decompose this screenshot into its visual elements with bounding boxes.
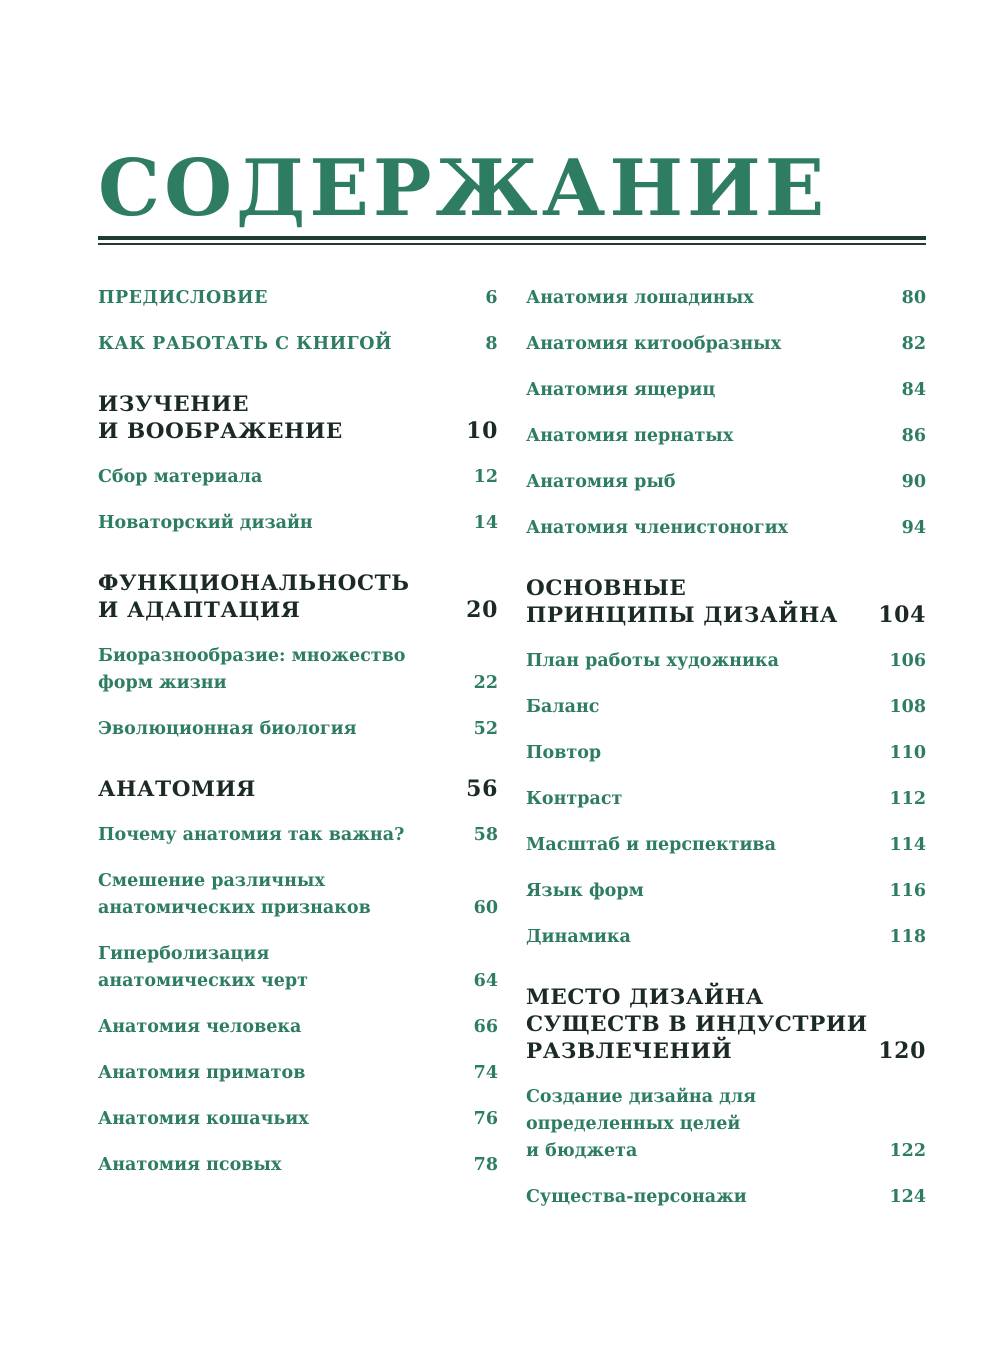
- toc-entry-label: Масштаб и перспектива: [526, 835, 776, 855]
- toc-entry-label: Анатомия кошачьих: [98, 1109, 309, 1129]
- toc-entry-label: Анатомия членистоногих: [526, 518, 788, 538]
- toc-page-number: 104: [878, 602, 926, 628]
- toc-page-number: 108: [889, 697, 926, 717]
- toc-page-number: 110: [889, 743, 926, 763]
- toc-page-number: 116: [889, 881, 926, 901]
- toc-page-number: 94: [901, 518, 926, 538]
- toc-entry: [526, 1184, 926, 1211]
- toc-page-number: 124: [889, 1187, 926, 1207]
- toc-entry-label: ПРЕДИСЛОВИЕ: [98, 288, 268, 308]
- toc-entry-label: Новаторский дизайн: [98, 513, 313, 533]
- toc-entry-label: Анатомия китообразных: [526, 334, 782, 354]
- toc-entry-label: Почему анатомия так важна?: [98, 825, 405, 845]
- toc-page-number: 74: [473, 1063, 498, 1083]
- toc-page-number: 64: [473, 971, 498, 991]
- toc-entry: [526, 515, 926, 542]
- toc-page-number: 6: [485, 288, 498, 308]
- toc-entry: [526, 285, 926, 312]
- toc-entry: [526, 331, 926, 358]
- toc-page-number: 66: [473, 1017, 498, 1037]
- toc-entry: [526, 786, 926, 813]
- toc-entry: [526, 740, 926, 767]
- toc-entry-label: ФУНКЦИОНАЛЬНОСТЬ И АДАПТАЦИЯ: [98, 571, 410, 623]
- toc-entry: [526, 694, 926, 721]
- toc-entry-label: Язык форм: [526, 881, 644, 901]
- toc-page-number: 78: [473, 1155, 498, 1175]
- toc-page-number: 84: [901, 380, 926, 400]
- toc-page-number: 10: [466, 418, 498, 444]
- toc-entry-label: Сбор материала: [98, 467, 263, 487]
- toc-entry: [98, 643, 498, 697]
- toc-entry-label: Смешение различных анатомических признаков: [98, 871, 371, 918]
- toc-page-number: 112: [889, 789, 926, 809]
- toc-entry-label: Анатомия ящериц: [526, 380, 716, 400]
- toc-entry: [526, 832, 926, 859]
- toc-entry: [98, 1152, 498, 1179]
- toc-entry: [98, 464, 498, 491]
- toc-page-number: 20: [466, 597, 498, 623]
- toc-page-number: 60: [473, 898, 498, 918]
- toc-entry: [526, 423, 926, 450]
- toc-entry: [98, 716, 498, 743]
- toc-entry-label: Анатомия лошадиных: [526, 288, 754, 308]
- toc-page-number: 22: [473, 673, 498, 693]
- toc-entry: [526, 1084, 926, 1165]
- toc-entry-label: Существа-персонажи: [526, 1187, 747, 1207]
- toc-right-column: [526, 285, 926, 1230]
- toc-page-number: 76: [473, 1109, 498, 1129]
- toc-page-number: 106: [889, 651, 926, 671]
- toc-entry: [526, 924, 926, 951]
- toc-page-number: 86: [901, 426, 926, 446]
- toc-page-number: 52: [473, 719, 498, 739]
- toc-entry-label: ОСНОВНЫЕ ПРИНЦИПЫ ДИЗАЙНА: [526, 576, 838, 628]
- toc-entry: [526, 377, 926, 404]
- toc-page-number: 120: [878, 1038, 926, 1064]
- toc-entry-label: Динамика: [526, 927, 631, 947]
- title-rule-thin: [98, 243, 926, 245]
- toc-page-number: 90: [901, 472, 926, 492]
- toc-page-number: 118: [889, 927, 926, 947]
- toc-entry: [98, 331, 498, 358]
- toc-section-entry: [98, 391, 498, 445]
- toc-entry-label: Гиперболизация анатомических черт: [98, 944, 308, 991]
- toc-page-number: 80: [901, 288, 926, 308]
- toc-entry-label: Анатомия псовых: [98, 1155, 282, 1175]
- toc-page-number: 58: [473, 825, 498, 845]
- toc-page-number: 122: [889, 1141, 926, 1161]
- toc-entry-label: Создание дизайна для определенных целей и бюджета: [526, 1087, 757, 1161]
- toc-entry-label: Баланс: [526, 697, 600, 717]
- toc-page-number: 82: [901, 334, 926, 354]
- page-title: СОДЕРЖАНИЕ: [98, 143, 829, 234]
- toc-section-entry: [526, 575, 926, 629]
- toc-entry-label: АНАТОМИЯ: [98, 777, 256, 802]
- toc-entry-label: ИЗУЧЕНИЕ И ВООБРАЖЕНИЕ: [98, 392, 343, 444]
- toc-entry: [98, 285, 498, 312]
- toc-entry-label: Анатомия человека: [98, 1017, 302, 1037]
- toc-page-number: 8: [485, 334, 498, 354]
- toc-entry: [98, 510, 498, 537]
- toc-entry-label: МЕСТО ДИЗАЙНА СУЩЕСТВ В ИНДУСТРИИ РАЗВЛЕЧЕНИЙ: [526, 985, 868, 1064]
- toc-entry: [526, 878, 926, 905]
- toc-entry-label: Анатомия приматов: [98, 1063, 306, 1083]
- toc-entry-label: Анатомия рыб: [526, 472, 676, 492]
- toc-entry-label: Повтор: [526, 743, 602, 763]
- toc-entry: [98, 1060, 498, 1087]
- toc-entry-label: Биоразнообразие: множество форм жизни: [98, 646, 406, 693]
- toc-entry: [98, 822, 498, 849]
- toc-page-number: 12: [473, 467, 498, 487]
- toc-section-entry: [98, 570, 498, 624]
- toc-page-number: 14: [473, 513, 498, 533]
- toc-entry-label: План работы художника: [526, 651, 779, 671]
- toc-entry: [98, 868, 498, 922]
- toc-entry: [98, 1014, 498, 1041]
- title-rule-thick: [98, 236, 926, 240]
- toc-entry: [526, 469, 926, 496]
- toc-entry-label: Контраст: [526, 789, 623, 809]
- toc-entry-label: Эволюционная биология: [98, 719, 357, 739]
- toc-entry-label: Анатомия пернатых: [526, 426, 734, 446]
- toc-entry: [98, 1106, 498, 1133]
- toc-left-column: [98, 285, 498, 1198]
- toc-page-number: 114: [889, 835, 926, 855]
- toc-entry: [526, 648, 926, 675]
- toc-section-entry: [98, 776, 498, 803]
- toc-entry: [98, 941, 498, 995]
- toc-section-entry: [526, 984, 926, 1065]
- toc-page-number: 56: [466, 776, 498, 802]
- toc-entry-label: КАК РАБОТАТЬ С КНИГОЙ: [98, 334, 392, 354]
